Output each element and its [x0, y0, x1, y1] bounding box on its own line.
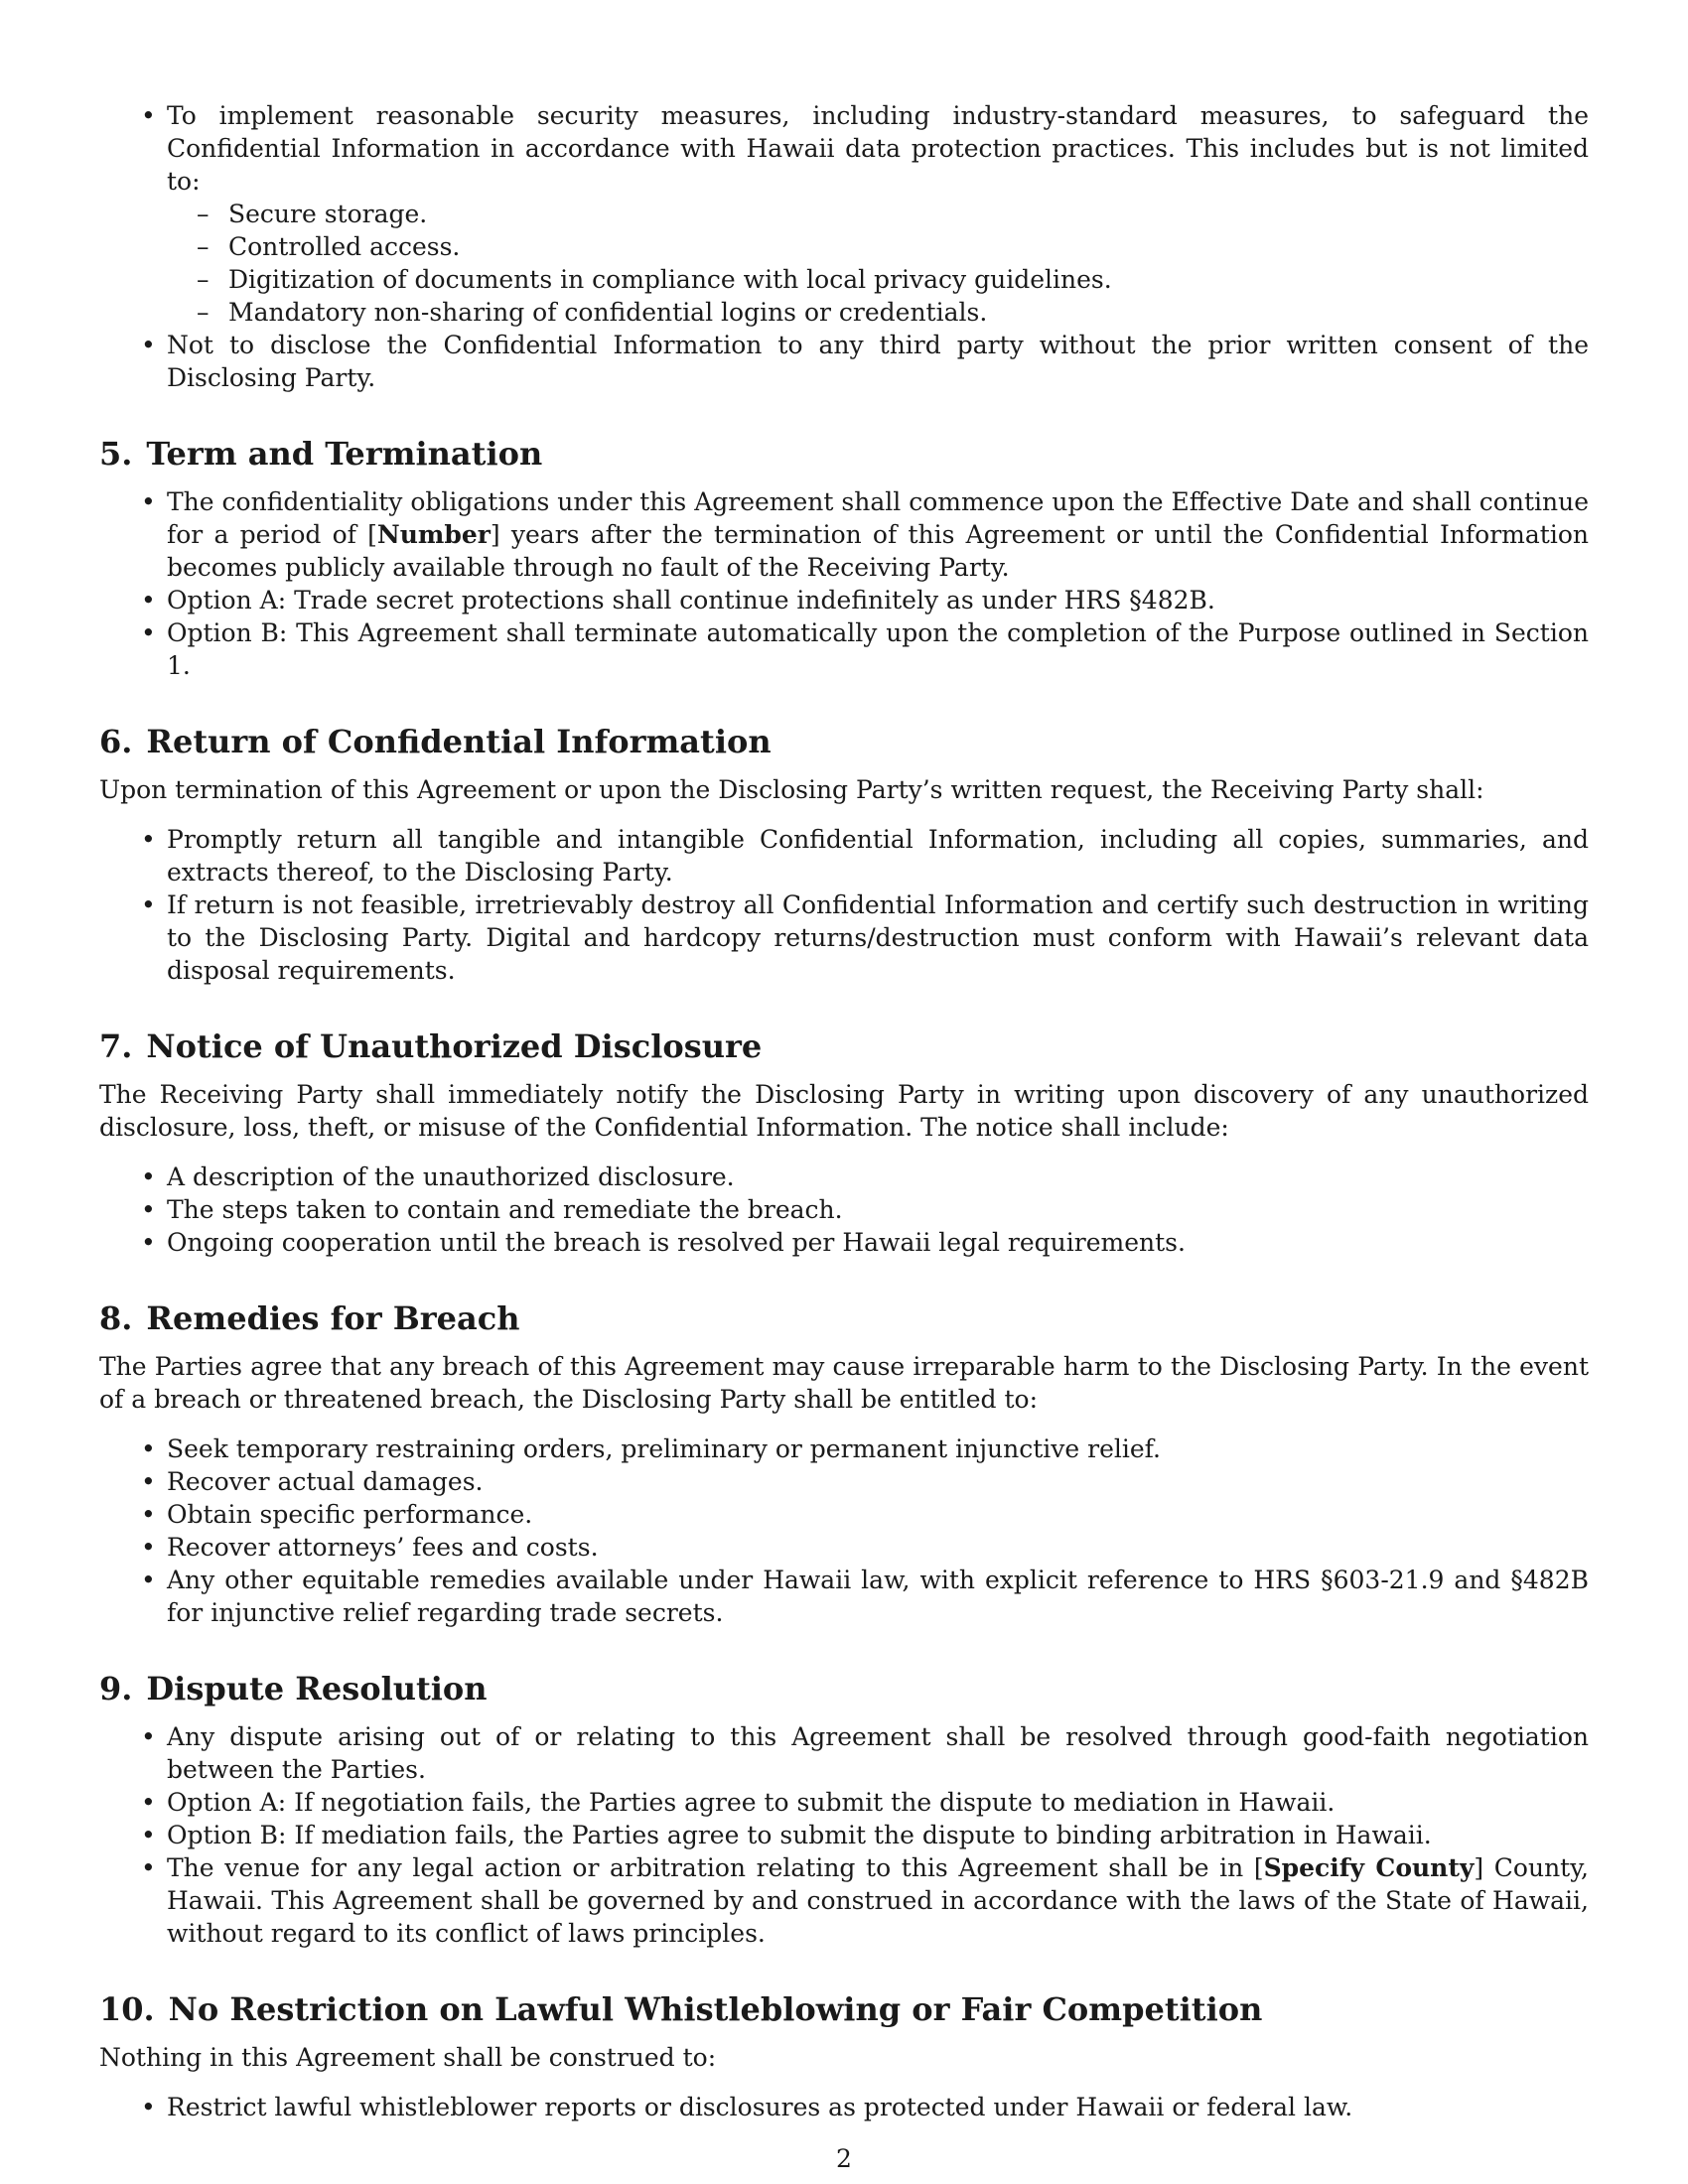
section-heading — [99, 722, 1589, 761]
list-item: • The venue for any legal action or arbitration relating to this Agreement shall be in [Specify County] County, Hawaii. This Agreement shall be governed by and construed in accordance with the laws of the State of Hawaii, without regard to its conflict of laws principles. — [99, 1851, 1589, 1950]
list-item: • The steps taken to contain and remediate the breach. — [99, 1193, 1589, 1226]
list-item: • Recover actual damages. — [99, 1465, 1589, 1498]
section-heading — [99, 1669, 1589, 1708]
section-title: Term and Termination — [146, 435, 543, 473]
page-number: 2 — [836, 2144, 852, 2173]
section-number: 7. — [99, 1027, 133, 1065]
section-intro: The Parties agree that any breach of this Agreement may cause irreparable harm to the Disclosing Party. In the event of a breach or threatened breach, the Disclosing Party shall be entitled to: — [99, 1352, 1589, 1414]
list-item: • Option B: If mediation fails, the Parties agree to submit the dispute to binding arbitration in Hawaii. — [99, 1819, 1589, 1851]
continuation-list — [99, 99, 1589, 394]
list-item: • Promptly return all tangible and intangible Confidential Information, including all copies, summaries, and extracts thereof, to the Disclosing Party. — [99, 823, 1589, 888]
list-item: • Seek temporary restraining orders, preliminary or permanent injunctive relief. — [99, 1433, 1589, 1465]
placeholder-field: Number — [376, 520, 491, 549]
section-heading — [99, 1989, 1589, 2029]
sub-list-item: – Mandatory non-sharing of confidential logins or credentials. — [167, 296, 1589, 329]
placeholder-field: Specify County — [1263, 1853, 1475, 1882]
sub-list-item: – Controlled access. — [167, 230, 1589, 263]
section-10-list — [99, 2091, 1589, 2123]
section-6-list — [99, 823, 1589, 987]
section-7-list — [99, 1160, 1589, 1259]
list-item: • Any dispute arising out of or relating to this Agreement shall be resolved through good-faith negotiation between the Parties. — [99, 1720, 1589, 1786]
list-item: • Option A: If negotiation fails, the Parties agree to submit the dispute to mediation in Hawaii. — [99, 1786, 1589, 1819]
section-intro: Nothing in this Agreement shall be construed to: — [99, 2043, 717, 2072]
list-item: • Ongoing cooperation until the breach is resolved per Hawaii legal requirements. — [99, 1226, 1589, 1259]
section-heading — [99, 1026, 1589, 1066]
list-item: • Any other equitable remedies available under Hawaii law, with explicit reference to HRS §603-21.9 and §482B for injunctive relief regarding trade secrets. — [99, 1564, 1589, 1629]
section-8-list — [99, 1433, 1589, 1629]
list-item: • If return is not feasible, irretrievably destroy all Confidential Information and certify such destruction in writing to the Disclosing Party. Digital and hardcopy returns/destruction must conform with Hawaii’s relevant data disposal requirements. — [99, 888, 1589, 987]
section-number: 10. — [99, 1990, 155, 2028]
section-heading — [99, 1298, 1589, 1338]
section-title: No Restriction on Lawful Whistleblowing or Fair Competition — [168, 1990, 1263, 2028]
list-item: • The confidentiality obligations under this Agreement shall commence upon the Effective Date and shall continue for a period of [Number] years after the termination of this Agreement or until the Confidential Information becomes publicly available through no fault of the Receiving Party. — [99, 485, 1589, 584]
list-item: • Option B: This Agreement shall terminate automatically upon the completion of the Purpose outlined in Section 1. — [99, 616, 1589, 682]
section-number: 6. — [99, 723, 133, 760]
list-item: • Obtain specific performance. — [99, 1498, 1589, 1531]
section-intro: Upon termination of this Agreement or upon the Disclosing Party’s written request, the Receiving Party shall: — [99, 775, 1484, 804]
section-title: Return of Confidential Information — [146, 723, 772, 760]
list-item — [99, 99, 1589, 329]
section-heading — [99, 434, 1589, 474]
list-item: • A description of the unauthorized disclosure. — [99, 1160, 1589, 1193]
section-title: Dispute Resolution — [146, 1670, 488, 1707]
section-number: 5. — [99, 435, 133, 473]
document-page — [99, 99, 1589, 2123]
section-intro: The Receiving Party shall immediately notify the Disclosing Party in writing upon discovery of any unauthorized disclosure, loss, theft, or misuse of the Confidential Information. The notice shall include: — [99, 1080, 1589, 1142]
list-item: • Option A: Trade secret protections shall continue indefinitely as under HRS §482B. — [99, 584, 1589, 616]
section-title: Remedies for Breach — [146, 1299, 520, 1337]
list-item: • Recover attorneys’ fees and costs. — [99, 1531, 1589, 1564]
sub-list — [167, 198, 1589, 329]
section-9-list — [99, 1720, 1589, 1950]
list-item: • Restrict lawful whistleblower reports or disclosures as protected under Hawaii or federal law. — [99, 2091, 1589, 2123]
section-number: 9. — [99, 1670, 133, 1707]
list-item: • Not to disclose the Confidential Information to any third party without the prior written consent of the Disclosing Party. — [99, 329, 1589, 394]
sub-list-item: – Secure storage. — [167, 198, 1589, 230]
section-title: Notice of Unauthorized Disclosure — [146, 1027, 763, 1065]
list-item-text: To implement reasonable security measures, including industry-standard measures, to safeguard the Confidential Information in accordance with Hawaii data protection practices. This includes but is not limited to: — [167, 101, 1589, 196]
section-number: 8. — [99, 1299, 133, 1337]
section-5-list — [99, 485, 1589, 682]
sub-list-item: – Digitization of documents in compliance with local privacy guidelines. — [167, 263, 1589, 296]
